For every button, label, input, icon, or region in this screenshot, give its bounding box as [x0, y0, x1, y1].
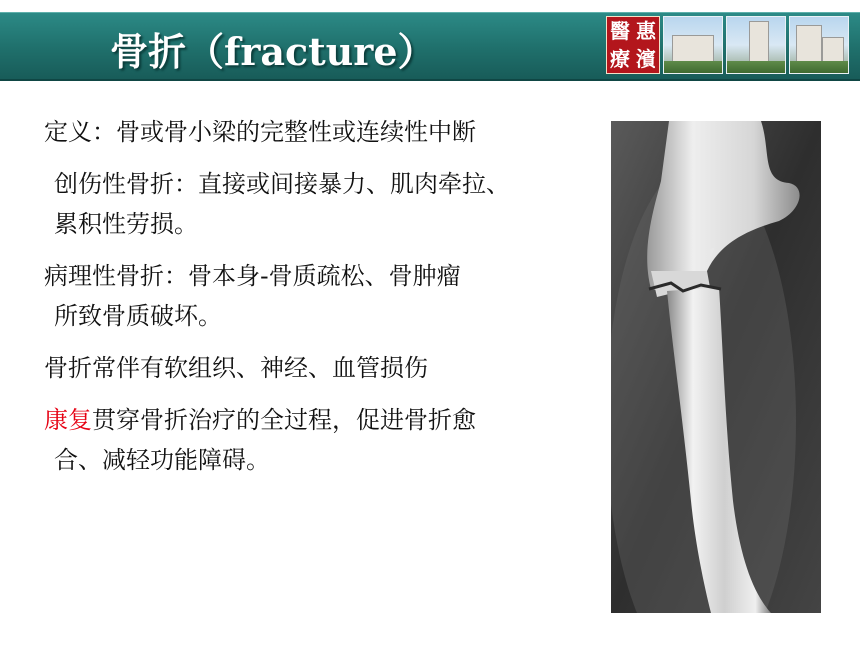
pathologic-fracture-text	[44, 256, 592, 336]
rehab-rest: 贯穿骨折治疗的全过程，促进骨折愈	[92, 406, 476, 434]
logo-char: 惠	[636, 19, 656, 43]
rehab-highlight: 康复	[44, 406, 92, 434]
traumatic-fracture-text	[44, 164, 592, 244]
hospital-seal-logo	[606, 16, 660, 74]
hospital-logo-strip	[606, 16, 852, 74]
rehab-line1	[44, 400, 592, 440]
logo-char: 醫	[610, 19, 630, 43]
rehab-line2: 合、减轻功能障碍。	[54, 446, 270, 474]
xray-femur-fracture-image	[611, 121, 821, 613]
hospital-building-photo	[789, 16, 849, 74]
associated-injury-text: 骨折常伴有软组织、神经、血管损伤	[44, 354, 428, 382]
title-bar	[0, 12, 860, 81]
pathologic-fracture-line2: 所致骨质破坏。	[54, 302, 222, 330]
logo-char: 濱	[636, 47, 656, 71]
traumatic-fracture-line2: 累积性劳损。	[54, 210, 198, 238]
slide-body	[44, 112, 592, 492]
slide-title: 骨折（fracture）	[110, 29, 436, 74]
logo-char: 療	[610, 47, 630, 71]
rehab-text	[44, 400, 592, 480]
hospital-building-photo	[663, 16, 723, 74]
pathologic-fracture-line1: 病理性骨折：骨本身-骨质疏松、骨肿瘤	[44, 262, 461, 290]
hospital-building-photo	[726, 16, 786, 74]
traumatic-fracture-line1: 创伤性骨折：直接或间接暴力、肌肉牵拉、	[54, 170, 510, 198]
definition-text: 定义：骨或骨小梁的完整性或连续性中断	[44, 118, 476, 146]
